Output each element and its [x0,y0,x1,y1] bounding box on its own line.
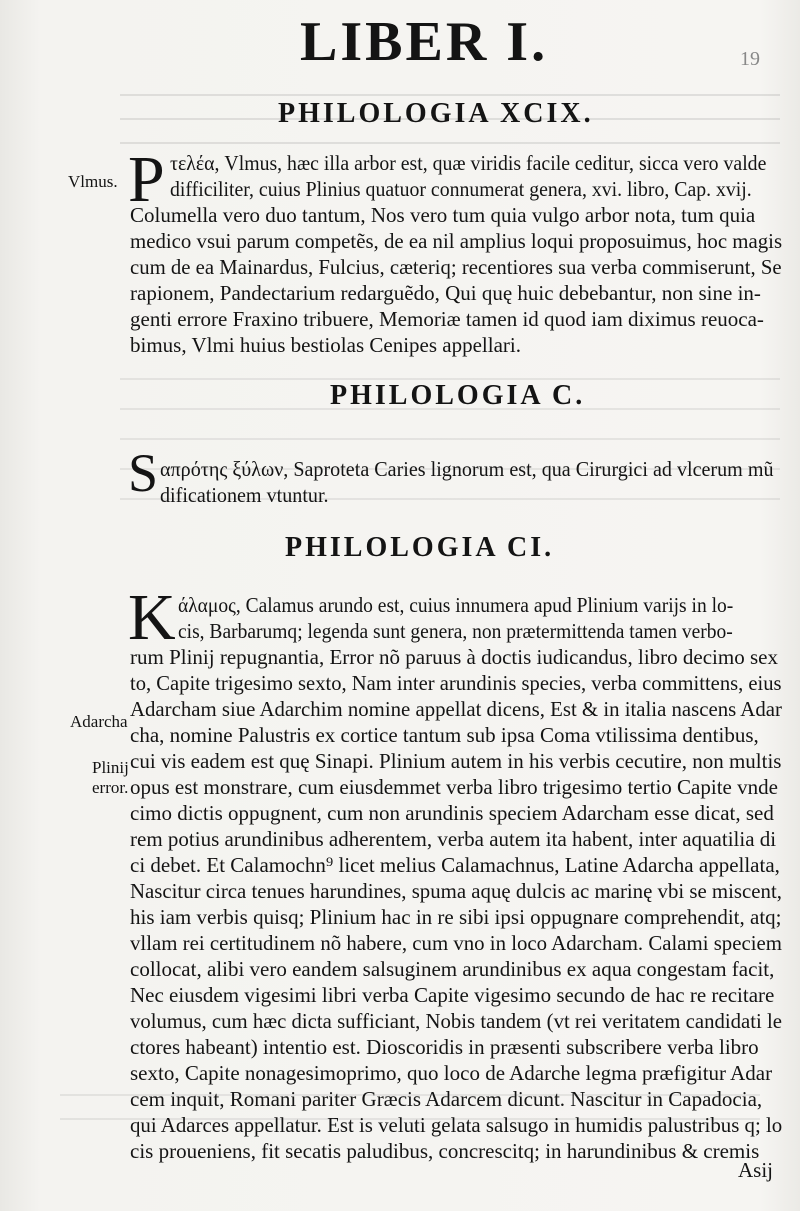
text-line: opus est monstrare, cum eiusdemmet verba libro trigesimo tertio Capite vnde [130,775,778,799]
text-line: sexto, Capite nonagesimoprimo, quo loco de Adarche legma præfigitur Adar [130,1061,773,1085]
text-line: his iam verbis quisq; Plinium hac in re sibi ipsi oppugnare comprehendit, atq; [130,905,782,929]
drop-capital: K [128,581,176,654]
margin-note-vlmus: Vlmus. [68,172,118,191]
text-line: genti errore Fraxino tribuere, Memoriæ tamen id quod iam diximus reuoca- [130,307,764,331]
section-title-xcix: PHILOLOGIA XCIX. [278,98,594,129]
text-line: rapionem, Pandectarium redarguẽdo, Qui quę huic debebantur, non sine in- [130,281,761,305]
margin-note-adarcha: Adarcha [70,712,128,731]
text-line: collocat, alibi vero eandem salsuginem arundinibus ex aqua congestam facit, [130,957,775,981]
text-line: cui vis eadem est quę Sinapi. Plinium autem in his verbis cecutire, non multis [130,749,782,773]
margin-note-error: error. [92,778,129,797]
text-line: dificationem vtuntur. [160,483,329,507]
drop-capital: S [128,443,159,503]
text-line: medico vsui parum competẽs, de ea nil amplius loqui proposuimus, hoc magis [130,229,783,253]
section-title-c: PHILOLOGIA C. [330,380,586,411]
text-line: cum de ea Mainardus, Fulcius, cæteriq; recentiores sua verba commiserunt, Se [130,255,782,279]
text-line: bimus, Vlmi huius bestiolas Cenipes appellari. [130,333,521,357]
text-line: τελέα, Vlmus, hæc illa arbor est, quæ viridis facile ceditur, sicca vero valde [170,151,767,175]
drop-capital: P [128,143,165,216]
text-line: Nascitur circa tenues harundines, spuma aquę dulcis ac marinę vbi se miscent, [130,879,782,903]
text-line: cimo dictis oppugnent, cum non arundinis speciem Adarcham esse dicat, sed [130,801,774,825]
text-line: Nec eiusdem vigesimi libri verba Capite vigesimo secundo de hac re recitare [130,983,775,1007]
text-line: cis, Barbarumq; legenda sunt genera, non prætermittenda tamen verbo- [178,619,733,643]
text-line: rem potius arundinibus adherentem, verba autem ita habent, inter aquatilia di [130,827,777,851]
text-line: vllam rei certitudinem nõ habere, cum vno in loco Adarcham. Calami speciem [130,931,782,955]
text-line: cis proueniens, fit secatis paludibus, concrescitq; in harundinibus & cremis [130,1139,760,1163]
text-line: Adarcham siue Adarchim nomine appellat dicens, Est & in italia nascens Adar [130,697,782,721]
text-line: volumus, cum hæc dicta sufficiant, Nobis tandem (vt rei veritatem candidati le [130,1009,782,1033]
text-line: Columella vero duo tantum, Nos vero tum quia vulgo arbor nota, tum quia [130,203,756,227]
text-line: απρότης ξύλων, Saprotetа Caries lignorum est, qua Cirurgici ad vlcerum mũ [160,457,774,481]
text-line: rum Plinij repugnantia, Error nõ paruus à doctis iudicandus, libro decimo sex [130,645,778,669]
text-line: qui Adarces appellatur. Est is veluti gelata salsugo in humidis palustribus q; lo [130,1113,783,1137]
text-line: cha, nomine Palustris ex cortice tantum sub ipsa Coma vtilissima dentibus, [130,723,759,747]
section-title-ci: PHILOLOGIA CI. [285,532,555,563]
text-line: cem inquit, Romani pariter Græcis Adarcem dicunt. Nascitur in Capadocia, [130,1087,763,1111]
text-line: άλαμος, Calamus arundo est, cuius innumera apud Plinium varijs in lo- [178,593,734,617]
text-line: to, Capite trigesimo sexto, Nam inter arundinis species, verba committens, eius [130,671,782,695]
margin-note-plinij: Plinij [92,758,129,777]
folio-number: 19 [740,48,760,70]
text-line: ci debet. Et Calamochn⁹ licet melius Calamachnus, Latine Adarcha appellata, [130,853,780,877]
catchword: Asij [738,1158,774,1182]
text-line: ctores habeant) intentio est. Dioscoridis in præsenti subscribere verba libro [130,1035,759,1059]
running-head: LIBER I. [300,11,549,73]
text-line: difficiliter, cuius Plinius quatuor connumerat genera, xvi. libro, Cap. xvij. [170,177,752,201]
